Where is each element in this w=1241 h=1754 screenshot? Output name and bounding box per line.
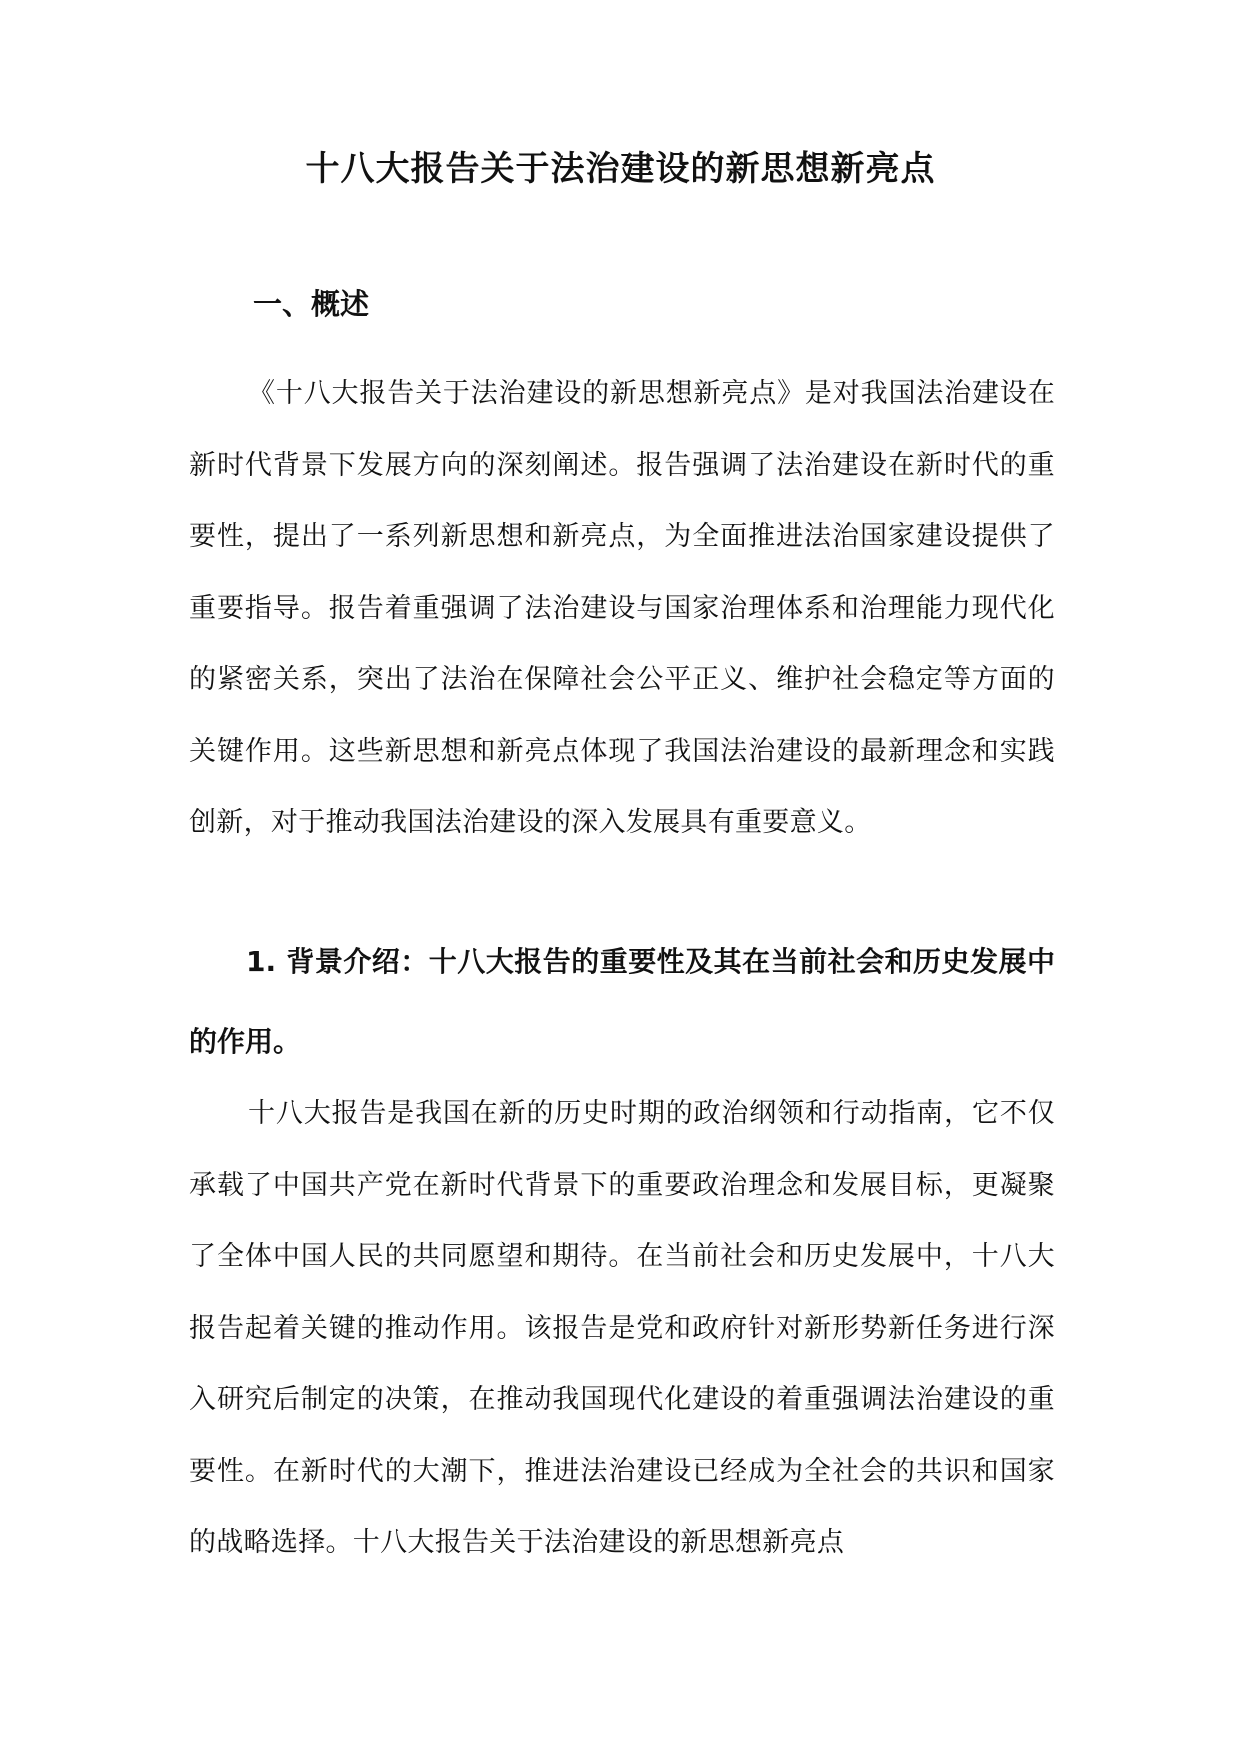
overview-paragraph: 《十八大报告关于法治建设的新思想新亮点》是对我国法治建设在新时代背景下发展方向的深刻阐述。报告强调了法治建设在新时代的重要性，提出了一系列新思想和新亮点，为全面推进法治国家建设提供了重要指导。报告着重强调了法治建设与国家治理体系和治理能力现代化的紧密关系，突出了法治在保障社会公平正义、维护社会稳定等方面的关键作用。这些新思想和新亮点体现了我国法治建设的最新理念和实践创新，对于推动我国法治建设的深入发展具有重要意义。 <box>189 378 1055 838</box>
subheading-background: 1. 背景介绍：十八大报告的重要性及其在当前社会和历史发展中的作用。 <box>189 945 1055 1058</box>
section-heading-overview: 一、概述 <box>253 287 370 321</box>
background-paragraph: 十八大报告是我国在新的历史时期的政治纲领和行动指南，它不仅承载了中国共产党在新时代背景下的重要政治理念和发展目标，更凝聚了全体中国人民的共同愿望和期待。在当前社会和历史发展中，十八大报告起着关键的推动作用。该报告是党和政府针对新形势新任务进行深入研究后制定的决策，在推动我国现代化建设的着重强调法治建设的重要性。在新时代的大潮下，推进法治建设已经成为全社会的共识和国家的战略选择。十八大报告关于法治建设的新思想新亮点 <box>189 1098 1055 1558</box>
document-title: 十八大报告关于法治建设的新思想新亮点 <box>305 149 936 189</box>
